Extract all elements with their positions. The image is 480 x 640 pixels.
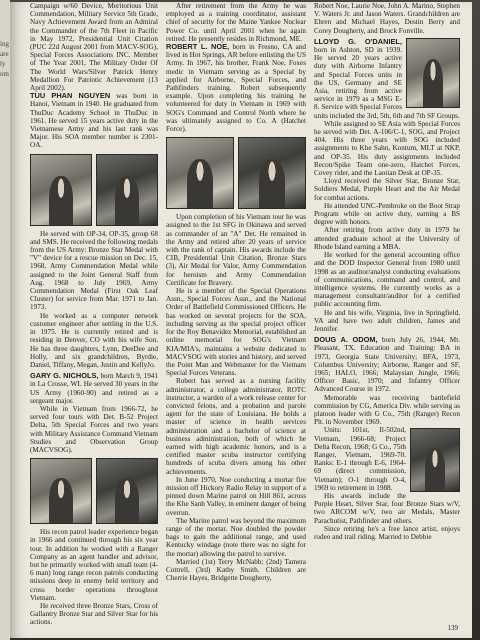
bio-text: His awards include the Purple Heart, Silver Star, four Bronze Stars w/V, two ARCOM w/V, two air Medals, Master Parachutist, Pathfinder and others. [314, 491, 460, 525]
bio-text: He is a member of the Special Operations Assn., Special Forces Assn., and the National Order of Battlefield Commissioned Officers. He has worked on several projects for the SOA, including serving as the special project officer for the Roy Benavidez Memorial, established an online memorial for SOG's Vietnam KIA/MIA's, maintains a website dedicated to MACVSOG with stories and history, and served the Point Man and Webmaster for the Vietnam Special Forces Veterans. [166, 287, 306, 378]
col2-intro: After retirement from the Army he was employed as a training coordinator, assistant chief of security for the Maine Yankee Nuclear Power Co. until April 2001 when he again retired. He presently resides in Richmond, ME. [166, 2, 306, 43]
bio-text: He worked for the general accounting office and the DOD Inspector General from 1980 until 1998 as an auditor/analyst conducting evaluations of communications, command and control, and intelligence systems. He currently works as a management consultant/auditor for a certified public accounting firm. [314, 251, 460, 309]
bio-name-gary: GARY G. NICHOLS, [30, 371, 99, 381]
gary-photo-young [30, 458, 92, 524]
bio-text: Since retiring he's a free lance artist, enjoys rodeo and trail riding. Married to Debbie [314, 524, 460, 541]
bio-text: He and his wife, Virginia, live in Springfield, VA and have two adult children, James and Jennifer. [314, 308, 460, 333]
bio-text: He worked as a computer network customer engineer after settling in the U.S. in 1975. He is currently retired and is residing in Denver, CO with his wife Son. He has three daughters, Lynn, DeeDee and Holly, and six grandchildren, Byrdie, Daniel, Tiffany, Megan, Justin and KellyJo. [30, 311, 158, 369]
edge-fragment: om [0, 70, 9, 78]
lloyd-photo [406, 38, 460, 108]
bio-text: He received three Bronze Stars, Cross of Gallantry Bronze Star and Silver Star for his actions. [30, 601, 158, 627]
edge-fragment: ing [0, 40, 9, 48]
bio-text: born in Ashton, SD in 1939. He served 20 years active duty with Airborne Infantry and Special Forces units in the US, Germany and SE Asia, retiring from active service in 1979 as a MSG E-8. Service with Special Forces units included the 3rd, 5th, 6th and 7th SF Groups. [314, 46, 460, 120]
bio-name-robert: ROBERT L. NOE, [166, 42, 230, 52]
bio-name-tuu: TUU PHAN NGUYEN [30, 91, 111, 101]
bio-name-doug: DOUG A. ODOM, [314, 335, 378, 345]
bio-text: Memorable was receiving battlefield commission by CG, America Div. while serving as platoon leader with G Co., 75th (Ranger) Recon Plt. in November 1969. [314, 393, 460, 427]
gary-photo-recent [96, 458, 158, 524]
bio-name-lloyd: LLOYD G. O'DANIEL, [314, 36, 402, 46]
bio-text: born in Fresno, CA and lived in Hot Springs, AR before enlisting the US Army. In 1967, his brother, Frank Noe, Foxes medic in Vietnam serving as a Special by applied for Airborne, Special Forces, and Pathfinders training. Robert subsequently example. Upon completing his training he volunteered for duty in Vietnam in 1969 with SOG's Command and Control North where he was ultimately assigned to Co. A (Hatchet Force). [166, 43, 307, 134]
bio-text: While in Vietnam from 1966-72, he served four tours with Det. B-52 Project Delta, 5th Special Forces and two years with Military Assistance Command Vietnam Studies and Observation Group (MACVSOG). [30, 404, 158, 454]
col3-intro: Robert Noe, Laurie Noe, John A. Marino, Stephen V. Waters Jr. and Jason Waters. Grandchildren are Ehren and Michael Hayes, Destin Berry and Corey Dougherty, and Brock Fonville. [314, 2, 460, 35]
bio-text: born July 26, 1944, Mt. Pleasant, TX. Education and Training: BA in 1973, Georgia State University; BFA, 1973, Columbus University; Airborne, Ranger and SF, 1965; HALO, 1966; Malaysian Jungle, 1966; Officer Basic, 1970; and Infantry Officer Advanced Course in 1972. [314, 336, 460, 394]
bio-text: born March 9, 1941 in La Crosse, WI. He served 30 years in the US Army (1960-90) and retired as a sergeant major. [30, 372, 158, 405]
page-number: 139 [447, 624, 458, 632]
bio-text: Robert has served as a nursing facility administrator, a college administrator, ROTC instructor, a warden of a work release center for convicted felons, and a probation and parole agent for the state of Louisiana. He holds a master of science in health services administration and a bachelor of science at business administration, both of which he earned with high academic honors, and is a certified master scuba instructor certifying hundreds of scuba divers among his other achievements. [166, 377, 306, 476]
column-3 [314, 2, 460, 541]
bio-text: He attended UNC-Pembroke on the Boot Strap Program while on active duty, earning a BS degree with honors. [314, 201, 460, 227]
col1-intro: Campaign w/60 Device, Meritorious Unit Commendation, Military Service 5th Grade, Navy Achievement Award from an Admiral the Commander of the 7th Fleet in Pacific in May 1972, Presidential Unit Citation (PUC 22d August 2001 from MACV-SOG), Special Forces Associations INC. Member of The Year 2001, The Military Order Of The World Wars/Silver Patrick Henry Medallion For Patriotic Achievement (13 April 2002). [30, 2, 158, 93]
bio-text: Married (1st) Terry McNabb; (2nd) Tamera Cottrell, (3rd) Kathy Smith. Children are Cherrie Hayes, Bridgette Dougherty, [166, 557, 306, 583]
robert-photo-young [166, 137, 234, 209]
tuu-photo-young [30, 154, 92, 226]
tuu-photos [30, 154, 158, 226]
book-page [10, 2, 472, 638]
column-1 [30, 2, 158, 627]
bio-text: The Marine patrol was beyond the maximum range of the mortar. Noe doubled the powder bags to gain the additional range, and used Kentucky windage (note there was no sight for the mortar) allowing the patrol to survive. [166, 516, 306, 558]
bio-text: Lloyd received the Silver Star, Bronze Star, Soldiers Medal, Purple Heart and the Air Medal for combat actions. [314, 177, 460, 202]
edge-fragment: are [0, 50, 9, 58]
bio-text: In June 1970, Noe conducting a mortar fire mission off Hickory Radio Relay in support of a pinned down Marine patrol on Hill 861, across the Khe Sanh Valley, in eminent danger of being overrun. [166, 475, 306, 517]
bio-text: was born in Hanoi, Vietnam in 1940. He graduated from ThuDuc Academy School in ThuDuc in 1961. He served 15 years active duty in the Vietnamese Army and his last rank was Major. His SOA member number is 2301-OA. [30, 92, 158, 150]
gary-photos [30, 458, 158, 524]
bio-text: Upon completion of his Vietnam tour he was assigned to the 1st SFG in Okinawa and served as commander of an "A" Det. He remained in the Army and retired after 20 years of service with the rank of captain. His awards include the CIB, Presidential Unit Citation, Bronze Stars (3), Air Medal for Valor, Army Commendation for heroism and Army Commendation Certificate for Bravery. [166, 213, 306, 287]
robert-photo-recent [238, 137, 306, 209]
robert-photos [166, 137, 306, 209]
facing-page-edge [0, 0, 10, 640]
bio-text: Units: 101st, Il-502nd, Vietnam, 1966-68; Project Delta Recon, 1968; G Co., 75th Ranger, Vietnam, 1969-70. Ranks: E-1 through E-6, 1964-69 (direct commission, Vietnam); O-1 through O-4, 1969 to retirement in 1988. [314, 426, 406, 492]
doug-photo [410, 428, 460, 492]
column-2 [166, 2, 306, 582]
tuu-photo-recent [96, 154, 158, 226]
edge-fragment: ly [0, 60, 6, 68]
bio-text: While assigned to SE Asia with Special Forces he served with Det. A-106/C-1, SOG, and Project 404. His three years with SOG included assignments to Khe Sahn, Kontum, MLT at NKP, and OP-35. His duty assignments included Recon/Spike Team one-zero, Hatchet Forces, Covey rider, and the Laotian Desk at OP-35. [314, 119, 460, 178]
bio-text: His recon patrol leader experience began in 1966 and continued through his six year tour. In addition he worked with a Ranger Company as an agent handler and advisor, but he primarily worked with small team (4-6 man) long range recon patrols conducting missions deep in enemy held territory and cross border operations throughout Vietnam. [30, 528, 158, 602]
bio-text: After retiring from active duty in 1979 he attended graduate school at the University of Rhode Island earning a MBA. [314, 226, 460, 251]
bio-text: He served with OP-34, OP-35, group 68 and SMS. He received the following medals from the US Army: Bronze Star Medal with "V" device for a rescue mission on Dec. 15, 1968, Army Commendation Medal while assigned to the Joint General Staff from Aug. 1968 to July 1969, Army Commendation Medal (First Oak Leaf Cluster) for service from Mar. 1971 to Jan. 1973. [30, 229, 158, 312]
